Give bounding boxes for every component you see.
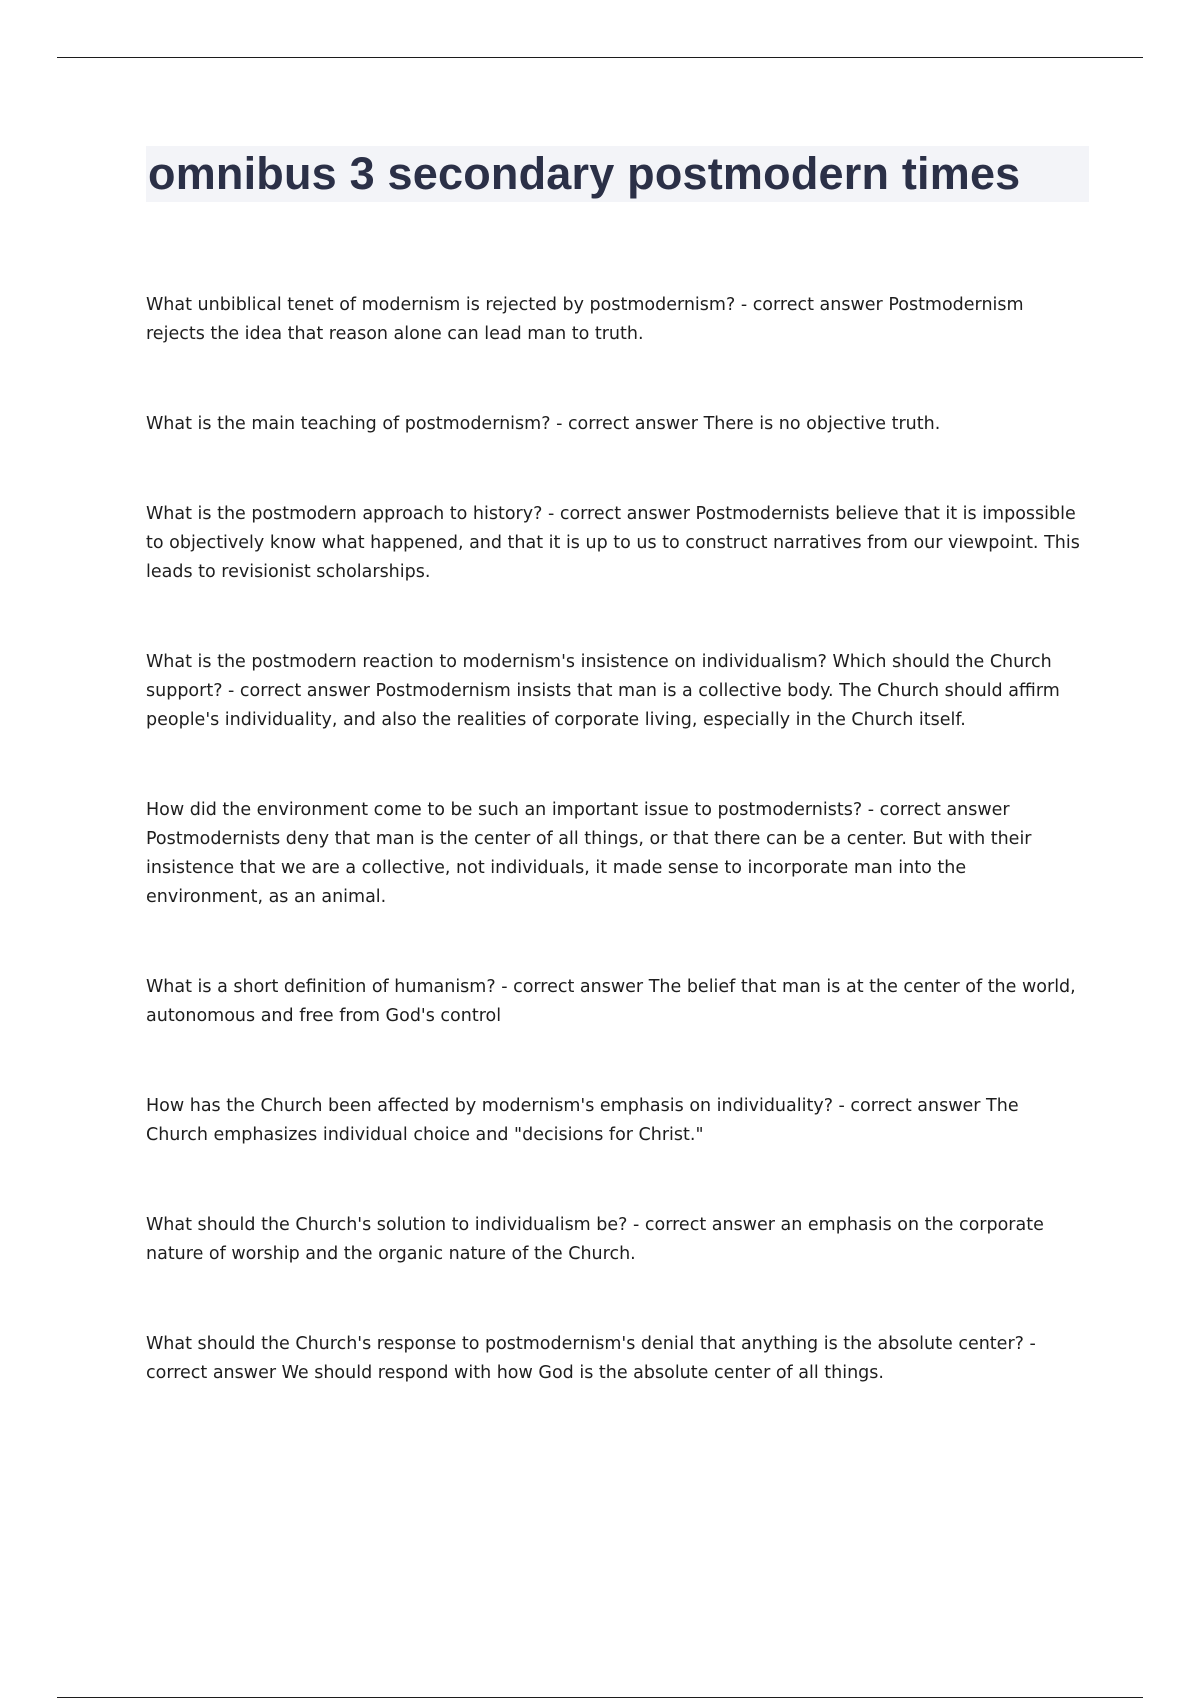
question-text: What is the main teaching of postmodernism? — [146, 414, 551, 434]
answer-separator: - correct answer — [222, 681, 376, 701]
question-text: How has the Church been affected by modernism's emphasis on individuality? — [146, 1096, 833, 1116]
answer-separator: - correct answer — [542, 504, 696, 524]
answer-text: The Church emphasizes individual choice and "decisions for Christ." — [146, 1096, 1019, 1145]
qa-item — [146, 648, 1086, 735]
answer-text: Postmodernists believe that it is impossible to objectively know what happened, and that it is up to us to construct narratives from our viewpoint. This leads to revisionist scholarships. — [146, 504, 1080, 582]
page-title: omnibus 3 secondary postmodern times — [148, 148, 1021, 199]
question-text: What is the postmodern approach to history? — [146, 504, 543, 524]
answer-separator: - correct answer — [550, 414, 704, 434]
answer-text: an emphasis on the corporate nature of worship and the organic nature of the Church. — [146, 1215, 1044, 1264]
answer-text: Postmodernists deny that man is the center of all things, or that there can be a center. But with their insistence that we are a collective, not individuals, it made sense to incorporate man into the environment, as an animal. — [146, 829, 1032, 907]
answer-separator: - correct answer — [146, 1334, 1036, 1383]
answer-separator: - correct answer — [832, 1096, 987, 1116]
question-text: What should the Church's response to postmodernism's denial that anything is the absolute center? — [146, 1334, 1024, 1354]
qa-item — [146, 973, 1086, 1031]
answer-separator: - correct answer — [495, 977, 649, 997]
top-rule — [57, 57, 1143, 58]
question-text: How did the environment come to be such an important issue to postmodernists? — [146, 800, 863, 820]
answer-text: We should respond with how God is the absolute center of all things. — [281, 1363, 884, 1383]
qa-item — [146, 796, 1086, 912]
qa-item — [146, 1330, 1086, 1388]
bottom-rule — [57, 1697, 1143, 1698]
qa-item — [146, 1092, 1086, 1150]
answer-text: There is no objective truth. — [703, 414, 941, 434]
answer-separator: - correct answer — [627, 1215, 781, 1235]
answer-text: The belief that man is at the center of the world, autonomous and free from God's control — [146, 977, 1076, 1026]
question-text: What unbiblical tenet of modernism is rejected by postmodernism? — [146, 295, 736, 315]
qa-item — [146, 500, 1086, 587]
question-text: What should the Church's solution to individualism be? — [146, 1215, 628, 1235]
qa-item — [146, 291, 1086, 349]
qa-item — [146, 410, 1086, 439]
question-text: What is a short definition of humanism? — [146, 977, 496, 997]
question-text: What is the postmodern reaction to modernism's insistence on individualism? Which should the Church support? — [146, 652, 1052, 701]
qa-item — [146, 1211, 1086, 1269]
answer-separator: - correct answer — [735, 295, 889, 315]
answer-separator: - correct answer — [862, 800, 1010, 820]
title-banner — [146, 146, 1089, 202]
answer-text: Postmodernism rejects the idea that reason alone can lead man to truth. — [146, 295, 1024, 344]
answer-text: Postmodernism insists that man is a collective body. The Church should affirm people's individuality, and also the realities of corporate living, especially in the Church itself. — [146, 681, 1060, 730]
qa-list — [146, 291, 1086, 1449]
